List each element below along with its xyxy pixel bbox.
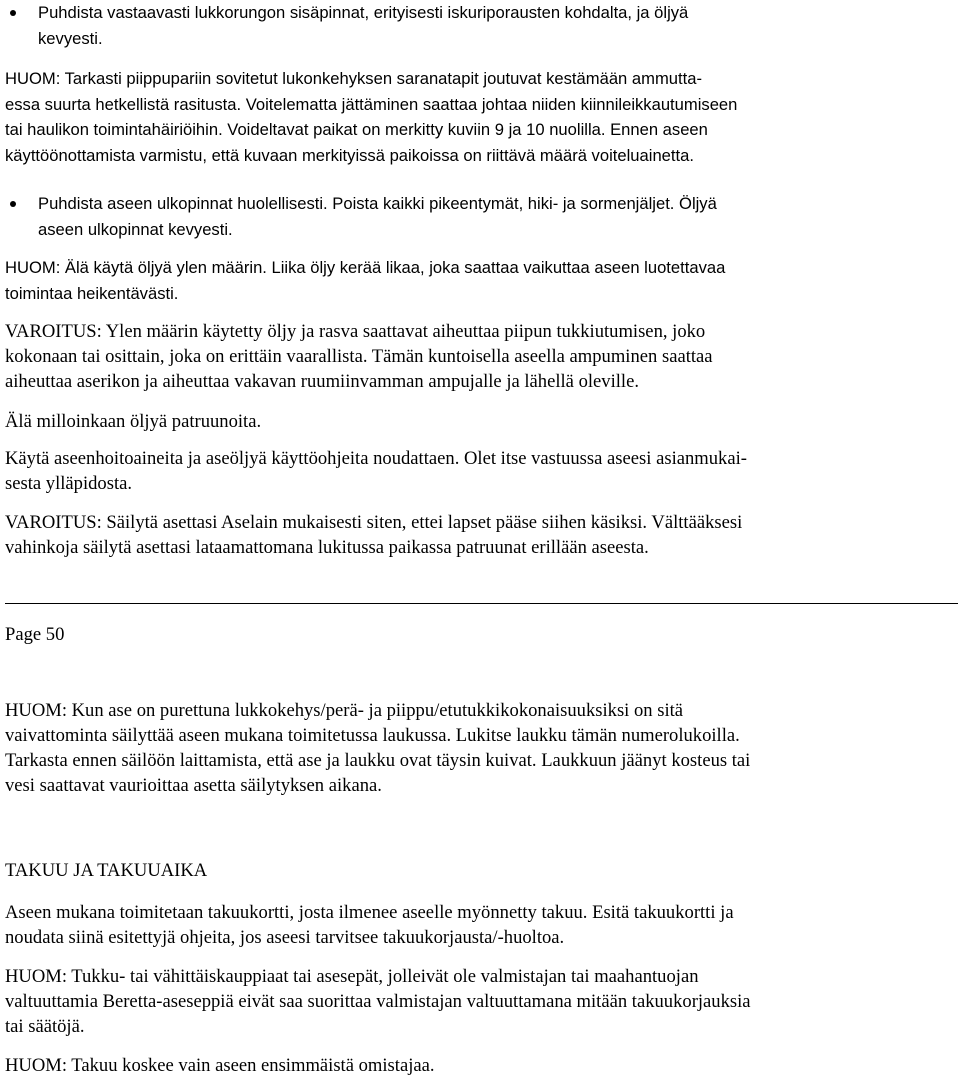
bullet-text: Puhdista aseen ulkopinnat huolellisesti. Poista kaikki pikeentymät, hiki- ja sormenjäljet. Öljyä aseen ulkopinnat kevyesti.	[38, 194, 717, 239]
note-first-owner: HUOM: Takuu koskee vain aseen ensimmäistä omistajaa.	[5, 1055, 435, 1076]
warning-barrel-obstruction: VAROITUS: Ylen määrin käytetty öljy ja rasva saattavat aiheuttaa piipun tukkiutumisen, joko kokonaan tai osittain, joka on erittäin vaarallista. Tämän kuntoisella aseella ampuminen saattaa aiheuttaa aserikon ja aiheuttaa vakavan ruumiinvamman ampujalle ja lähellä oleville.	[5, 321, 713, 392]
bullet-icon	[10, 201, 16, 207]
warning-storage: VAROITUS: Säilytä asettasi Aselain mukaisesti siten, ettei lapset pääse siihen käsiksi. Välttääksesi vahinkoja säilytä asettasi lataamattomana lukitussa paikassa patruunat erillään aseesta.	[5, 512, 743, 558]
note-hinge-pins: HUOM: Tarkasti piippupariin sovitetut lukonkehyksen saranatapit joutuvat kestämään ammutta- essa suurta hetkellistä rasitusta. Voitelematta jättäminen saattaa johtaa niiden kiinnileikkautumiseen tai haulikon toimintahäiriöihin. Voideltavat paikat on merkitty kuviin 9 ja 10 nuolilla. Ennen aseen käyttöönottamista varmistu, että kuvaan merkityissä paikoissa on riittävä määrä voiteluainetta.	[5, 69, 738, 165]
page-number-label: Page 50	[5, 624, 65, 645]
note-authorized-repair: HUOM: Tukku- tai vähittäiskauppiaat tai asesepät, jolleivät ole valmistajan tai maahantuojan valtuuttamia Beretta-aseseppiä eivät saa suorittaa valmistajan valtuuttamana mitään takuukorjauksia tai säätöjä.	[5, 966, 751, 1037]
note-storage-case: HUOM: Kun ase on purettuna lukkokehys/perä- ja piippu/etutukkikokonaisuuksiksi on sitä vaivattominta säilyttää aseen mukana toimitetussa laukussa. Lukitse laukku tämän numerolukoilla. Tarkasta ennen säilöön laittamista, että ase ja laukku ovat täysin kuivat. Laukkuun jäänyt kosteus tai vesi saattavat vaurioittaa asetta säilytyksen aikana.	[5, 700, 751, 796]
section-heading-warranty: TAKUU JA TAKUUAIKA	[5, 860, 208, 881]
note-excess-oil: HUOM: Älä käytä öljyä ylen määrin. Liika öljy kerää likaa, joka saattaa vaikuttaa aseen luotettavaa toimintaa heikentävästi.	[5, 258, 726, 303]
bullet-text: Puhdista vastaavasti lukkorungon sisäpinnat, erityisesti iskuriporausten kohdalta, ja öljyä kevyesti.	[38, 3, 689, 48]
page-break-rule	[5, 603, 958, 604]
bullet-icon	[10, 10, 16, 16]
para-no-oil-cartridges: Älä milloinkaan öljyä patruunoita.	[5, 411, 262, 432]
para-warranty-card: Aseen mukana toimitetaan takuukortti, josta ilmenee aseelle myönnetty takuu. Esitä takuukortti ja noudata siinä esitettyjä ohjeita, jos aseesi tarvitsee takuukorjausta/-huoltoa.	[5, 902, 734, 948]
para-cleaning-products: Käytä aseenhoitoaineita ja aseöljyä käyttöohjeita noudattaen. Olet itse vastuussa aseesi asianmukai- sesta ylläpidosta.	[5, 448, 747, 494]
